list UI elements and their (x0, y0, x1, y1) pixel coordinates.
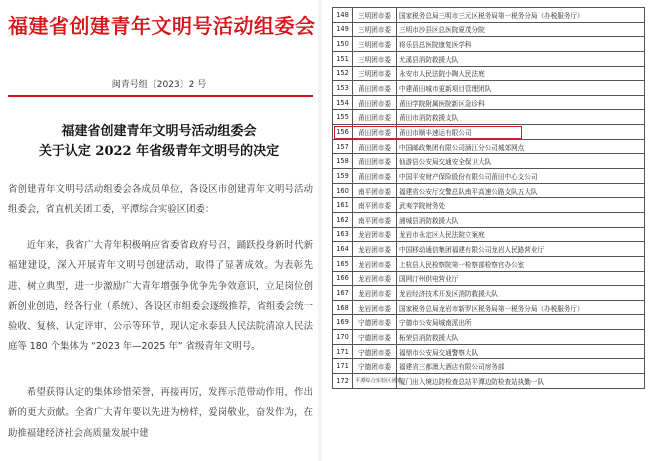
row-organization: 龙岩团市委 (353, 286, 397, 301)
table-row (333, 51, 645, 66)
table-row (333, 286, 645, 301)
row-unit-name: 中国平安财产保险股份有限公司莆田中心支公司 (397, 169, 645, 184)
row-number: 149 (333, 22, 353, 37)
table-row (333, 81, 645, 96)
table-row (333, 37, 645, 52)
row-number: 151 (333, 51, 353, 66)
row-number: 160 (333, 183, 353, 198)
row-unit-name: 宁德市公安局城南派出所 (397, 315, 645, 330)
row-organization: 三明团市委 (353, 22, 397, 37)
addressee-paragraph: 省创建青年文明号活动组委会各成员单位，各设区市创建青年文明号活动组委会，省直机关团工委，平潭综合实验区团委： (8, 184, 313, 216)
row-organization: 莆田团市委 (353, 169, 397, 184)
row-organization: 三明团市委 (353, 51, 397, 66)
row-unit-name: 中国移动通信集团福建有限公司龙岩人民路营业厅 (397, 242, 645, 257)
body-paragraph: 近年来，我省广大青年积极响应省委省政府号召，踊跃投身新时代新福建建设，深入开展青年文明号创建活动，取得了显著成效。为表彰先进、树立典型，进一步激励广大青年增强争优争先争效意识，立足岗位创新创业创造，经各行业（系统）、各设区市组委会逐级推荐，省组委会统一验收、复核、认定评审、公示等环节，现认定永泰县人民法院清凉人民法庭等 180 个集体为 “2023 年—2025 年” 省级青年文明号。 (8, 240, 313, 353)
row-organization: 龙岩团市委 (353, 242, 397, 257)
table-row (333, 374, 645, 389)
row-number: 162 (333, 212, 353, 227)
row-number: 158 (333, 154, 353, 169)
document-number: 闽青号组〔2023〕2 号 (111, 80, 207, 90)
table-row (333, 95, 645, 110)
row-number: 169 (333, 315, 353, 330)
row-unit-name: 莆田学院附属医院新区急诊科 (397, 95, 645, 110)
table-row (333, 227, 645, 242)
row-organization: 莆田团市委 (353, 139, 397, 154)
row-number: 148 (333, 8, 353, 23)
row-number: 152 (333, 66, 353, 81)
row-unit-name: 浦城县消防救援大队 (397, 212, 645, 227)
table-row (333, 315, 645, 330)
row-unit-name: 莆田市消防救援支队 (397, 110, 645, 125)
document-title-line1: 福建省创建青年文明号活动组委会 (61, 124, 257, 139)
row-organization: 龙岩团市委 (353, 300, 397, 315)
row-number: 159 (333, 169, 353, 184)
row-unit-name: 将乐县总医院康复医学科 (397, 37, 645, 52)
row-number: 172 (333, 374, 353, 389)
row-number: 171 (333, 359, 353, 374)
table-row (333, 169, 645, 184)
row-unit-name: 龙岩经济技术开发区消防救援大队 (397, 286, 645, 301)
row-number: 157 (333, 139, 353, 154)
row-organization: 龙岩团市委 (353, 271, 397, 286)
row-organization: 三明团市委 (353, 37, 397, 52)
row-unit-name: 国网汀州供电营业厅 (397, 271, 645, 286)
table-row (333, 256, 645, 271)
body-paragraph-closing: 希望获得认定的集体珍惜荣誉，再接再厉，发挥示范带动作用，作出新的更大贡献。全省广大青年要以先进为榜样，爱岗敬业，奋发作为，在助推福建经济社会高质量发展中建 (8, 387, 313, 439)
row-number: 163 (333, 227, 353, 242)
table-row (333, 198, 645, 213)
row-organization: 龙岩团市委 (353, 227, 397, 242)
table-row (333, 139, 645, 154)
row-unit-name: 仙游县公安局交通安全保卫大队 (397, 154, 645, 169)
red-divider-line (8, 95, 313, 97)
table-row (333, 66, 645, 81)
row-unit-name: 武夷学院财务处 (397, 198, 645, 213)
row-number: 164 (333, 242, 353, 257)
row-number: 168 (333, 300, 353, 315)
row-number: 156 (333, 125, 353, 140)
row-unit-name: 尤溪县消防救援大队 (397, 51, 645, 66)
youth-civilization-list-table (332, 7, 645, 389)
row-organization: 三明团市委 (353, 8, 397, 23)
row-number: 154 (333, 95, 353, 110)
row-unit-name: 福建省公安厅交警总队南平高速公路支队五大队 (397, 183, 645, 198)
row-organization: 龙岩团市委 (353, 256, 397, 271)
table-row (333, 359, 645, 374)
table-row (333, 242, 645, 257)
row-unit-name: 国家税务总局三明市三元区税务局第一税务分局（办税服务厅） (397, 8, 645, 23)
decision-document-page (0, 0, 318, 461)
row-unit-name: 中国邮政集团有限公司涵江分公司城郊网点 (397, 139, 645, 154)
row-unit-name: 龙岩市永定区人民法院立案庭 (397, 227, 645, 242)
row-number: 171 (333, 344, 353, 359)
table-row (333, 344, 645, 359)
row-number: 165 (333, 256, 353, 271)
row-unit-name: 莆田市顺丰速运有限公司 (397, 125, 645, 140)
row-organization: 宁德团市委 (353, 359, 397, 374)
row-unit-name: 柘荣县消防救援大队 (397, 330, 645, 345)
row-organization: 莆田团市委 (353, 81, 397, 96)
row-number: 155 (333, 110, 353, 125)
row-organization: 莆田团市委 (353, 95, 397, 110)
row-unit-name: 厦门出入境边防检查总站平潭边防检查站执勤一队 (397, 374, 645, 389)
row-unit-name: 永安市人民法院小陶人民法庭 (397, 66, 645, 81)
table-row (333, 183, 645, 198)
table-row (333, 22, 645, 37)
row-organization: 平潭综合实验区团委 (353, 374, 397, 389)
row-unit-name: 中建莆田城市更新项目管理团队 (397, 81, 645, 96)
table-row (333, 212, 645, 227)
row-organization: 南平团市委 (353, 183, 397, 198)
row-organization: 莆田团市委 (353, 110, 397, 125)
row-unit-name: 国家税务总局龙岩市新罗区税务局第一税务分局（办税服务厅） (397, 300, 645, 315)
issuer-red-header: 福建省创建青年文明号活动组委会 (8, 14, 316, 38)
row-number: 170 (333, 330, 353, 345)
row-organization: 三明团市委 (353, 66, 397, 81)
table-row (333, 271, 645, 286)
table-row (333, 300, 645, 315)
row-number: 167 (333, 286, 353, 301)
row-organization: 宁德团市委 (353, 330, 397, 345)
row-organization: 南平团市委 (353, 198, 397, 213)
row-organization: 莆田团市委 (353, 154, 397, 169)
row-organization: 宁德团市委 (353, 315, 397, 330)
row-unit-name: 上杭县人民检察院第一检察部检察官办公室 (397, 256, 645, 271)
row-organization: 莆田团市委 (353, 125, 397, 140)
row-number: 166 (333, 271, 353, 286)
document-title-line2: 关于认定 2022 年省级青年文明号的决定 (38, 144, 280, 159)
table-row (333, 154, 645, 169)
table-row (333, 8, 645, 23)
table-row (333, 110, 645, 125)
row-unit-name: 福建省三都澳大酒店有限公司房务部 (397, 359, 645, 374)
row-number: 153 (333, 81, 353, 96)
row-organization: 宁德团市委 (353, 344, 397, 359)
row-unit-name: 三明市沙县区总医院夏茂分院 (397, 22, 645, 37)
table-row (333, 125, 645, 140)
row-unit-name: 福鼎市公安局交通警察大队 (397, 344, 645, 359)
table-row (333, 330, 645, 345)
row-organization: 南平团市委 (353, 212, 397, 227)
row-number: 161 (333, 198, 353, 213)
row-number: 150 (333, 37, 353, 52)
